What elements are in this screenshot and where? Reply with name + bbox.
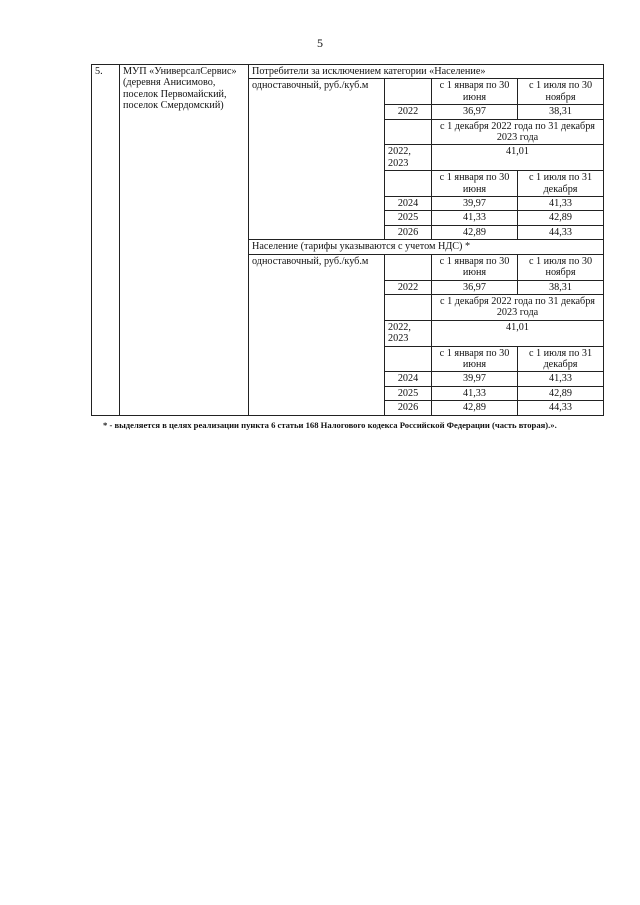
year-cell: 2022 xyxy=(385,280,432,294)
empty-cell xyxy=(385,171,432,197)
value-cell: 42,89 xyxy=(518,386,604,400)
empty-cell xyxy=(385,346,432,372)
value-cell: 42,89 xyxy=(432,225,518,239)
period-header: с 1 июля по 31 декабря xyxy=(518,171,604,197)
period-header: с 1 июля по 30 ноября xyxy=(518,254,604,280)
year-cell: 2022, 2023 xyxy=(385,320,432,346)
tariff-type-cell: одноставочный, руб./куб.м xyxy=(249,254,385,415)
row-number-cell: 5. xyxy=(92,65,120,416)
period-header: с 1 декабря 2022 года по 31 декабря 2023 года xyxy=(432,294,604,320)
year-cell: 2026 xyxy=(385,401,432,415)
value-cell: 39,97 xyxy=(432,197,518,211)
year-cell: 2026 xyxy=(385,225,432,239)
tariff-type-cell: одноставочный, руб./куб.м xyxy=(249,79,385,240)
section-title: Население (тарифы указываются с учетом НДС) * xyxy=(249,240,604,254)
section-title: Потребители за исключением категории «Население» xyxy=(249,65,604,79)
empty-cell xyxy=(385,294,432,320)
period-header: с 1 января по 30 июня xyxy=(432,79,518,105)
year-cell: 2022 xyxy=(385,105,432,119)
value-cell: 42,89 xyxy=(432,401,518,415)
value-cell: 42,89 xyxy=(518,211,604,225)
empty-cell xyxy=(385,79,432,105)
value-cell: 41,33 xyxy=(432,211,518,225)
year-cell: 2025 xyxy=(385,386,432,400)
period-header: с 1 января по 30 июня xyxy=(432,171,518,197)
year-cell: 2024 xyxy=(385,372,432,386)
value-cell: 44,33 xyxy=(518,225,604,239)
year-cell: 2025 xyxy=(385,211,432,225)
period-header: с 1 января по 30 июня xyxy=(432,254,518,280)
empty-cell xyxy=(385,254,432,280)
year-cell: 2024 xyxy=(385,197,432,211)
table-row xyxy=(92,65,604,79)
value-cell: 41,33 xyxy=(432,386,518,400)
value-cell: 44,33 xyxy=(518,401,604,415)
value-cell: 39,97 xyxy=(432,372,518,386)
value-cell: 38,31 xyxy=(518,105,604,119)
value-cell: 36,97 xyxy=(432,105,518,119)
value-cell: 36,97 xyxy=(432,280,518,294)
footnote: * - выделяется в целях реализации пункта 6 статьи 168 Налогового кодекса Российской Федерации (часть вторая).». xyxy=(103,420,557,430)
period-header: с 1 января по 30 июня xyxy=(432,346,518,372)
value-cell: 38,31 xyxy=(518,280,604,294)
period-header: с 1 декабря 2022 года по 31 декабря 2023 года xyxy=(432,119,604,145)
value-cell: 41,33 xyxy=(518,372,604,386)
year-cell: 2022, 2023 xyxy=(385,145,432,171)
page-number: 5 xyxy=(317,36,323,50)
period-header: с 1 июля по 30 ноября xyxy=(518,79,604,105)
tariff-table xyxy=(91,64,604,416)
period-header: с 1 июля по 31 декабря xyxy=(518,346,604,372)
organization-cell: МУП «УниверсалСервис» (деревня Анисимово, поселок Первомайский, поселок Смердомский) xyxy=(120,65,249,416)
value-cell: 41,01 xyxy=(432,145,604,171)
value-cell: 41,01 xyxy=(432,320,604,346)
empty-cell xyxy=(385,119,432,145)
value-cell: 41,33 xyxy=(518,197,604,211)
